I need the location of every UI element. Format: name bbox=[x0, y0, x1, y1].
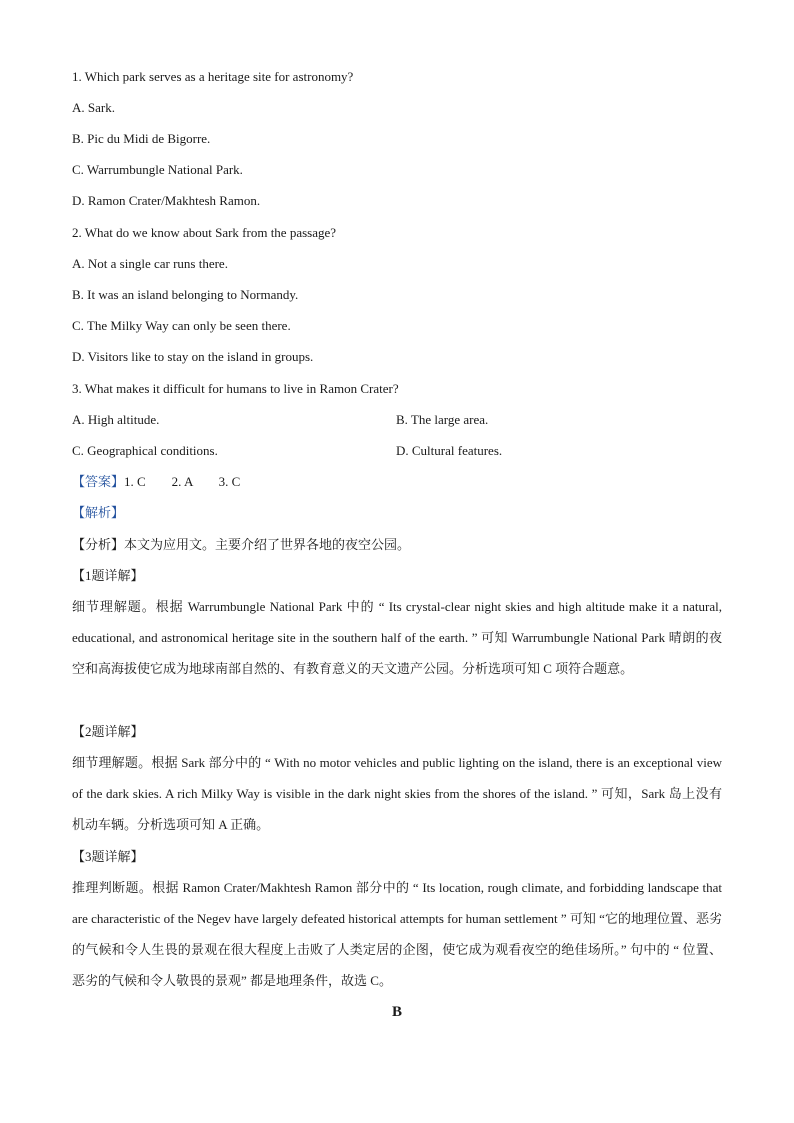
answer-line bbox=[72, 473, 240, 491]
detail-3-label: 【3题详解】 bbox=[72, 849, 144, 864]
detail-2-text: 细节理解题。根据 Sark 部分中的 “ With no motor vehicles and public lighting on the island, there is an exceptional view of the dark skies. A rich Milky Way is visible in the dark night skies from the shores of the island. ” 可知，Sark 岛上没有机动车辆。分析选项可知 A 正确。 bbox=[72, 755, 722, 832]
question-1-option-b: B. Pic du Midi de Bigorre. bbox=[72, 131, 211, 146]
detail-2-label: 【2题详解】 bbox=[72, 724, 144, 739]
question-3-stem: 3. What makes it difficult for humans to live in Ramon Crater? bbox=[72, 381, 399, 396]
summary-text: 本文为应用文。主要介绍了世界各地的夜空公园。 bbox=[124, 537, 411, 552]
detail-1-label: 【1题详解】 bbox=[72, 568, 144, 583]
question-3-option-b: B. The large area. bbox=[396, 412, 489, 427]
question-2-option-d: D. Visitors like to stay on the island in groups. bbox=[72, 349, 314, 364]
question-1-option-c: C. Warrumbungle National Park. bbox=[72, 162, 243, 177]
summary-line bbox=[72, 536, 410, 554]
question-3-option-a: A. High altitude. bbox=[72, 412, 160, 427]
answer-label: 【答案】 bbox=[72, 474, 125, 489]
question-3-option-d: D. Cultural features. bbox=[396, 443, 503, 458]
summary-label: 【分析】 bbox=[72, 537, 125, 552]
question-2-option-b: B. It was an island belonging to Normandy. bbox=[72, 287, 299, 302]
question-3-options-row-1 bbox=[72, 411, 722, 429]
question-2-option-c: C. The Milky Way can only be seen there. bbox=[72, 318, 291, 333]
analysis-label: 【解析】 bbox=[72, 505, 125, 520]
question-2-stem: 2. What do we know about Sark from the passage? bbox=[72, 225, 337, 240]
answer-text: 1. C 2. A 3. C bbox=[124, 474, 241, 489]
question-1-stem: 1. Which park serves as a heritage site for astronomy? bbox=[72, 69, 354, 84]
document-page bbox=[72, 0, 722, 1123]
section-letter: B bbox=[391, 1004, 402, 1020]
question-1-option-a: A. Sark. bbox=[72, 100, 115, 115]
question-3-options-row-2 bbox=[72, 442, 722, 460]
question-2-option-a: A. Not a single car runs there. bbox=[72, 256, 228, 271]
detail-1-text: 细节理解题。根据 Warrumbungle National Park 中的 “ Its crystal-clear night skies and high altitude make it a natural, educational, and astronomical heritage site in the southern half of the earth. ” 可知 Warrumbungle National Park 晴朗的夜空和高海拔使它成为地球南部自然的、有教育意义的天文遗产公园。分析选项可知 C 项符合题意。 bbox=[72, 599, 722, 676]
question-3-option-c: C. Geographical conditions. bbox=[72, 443, 218, 458]
question-1-option-d: D. Ramon Crater/Makhtesh Ramon. bbox=[72, 193, 261, 208]
detail-3-text: 推理判断题。根据 Ramon Crater/Makhtesh Ramon 部分中的 “ Its location, rough climate, and forbidding landscape that are characteristic of the Negev have largely defeated historical attempts for human settlement ” 可知 “它的地理位置、恶劣的气候和令人生畏的景观在很大程度上击败了人类定居的企图，使它成为观看夜空的绝佳场所。” 句中的 “ 位置、恶劣的气候和令人敬畏的景观” 都是地理条件，故选 C。 bbox=[72, 880, 722, 988]
